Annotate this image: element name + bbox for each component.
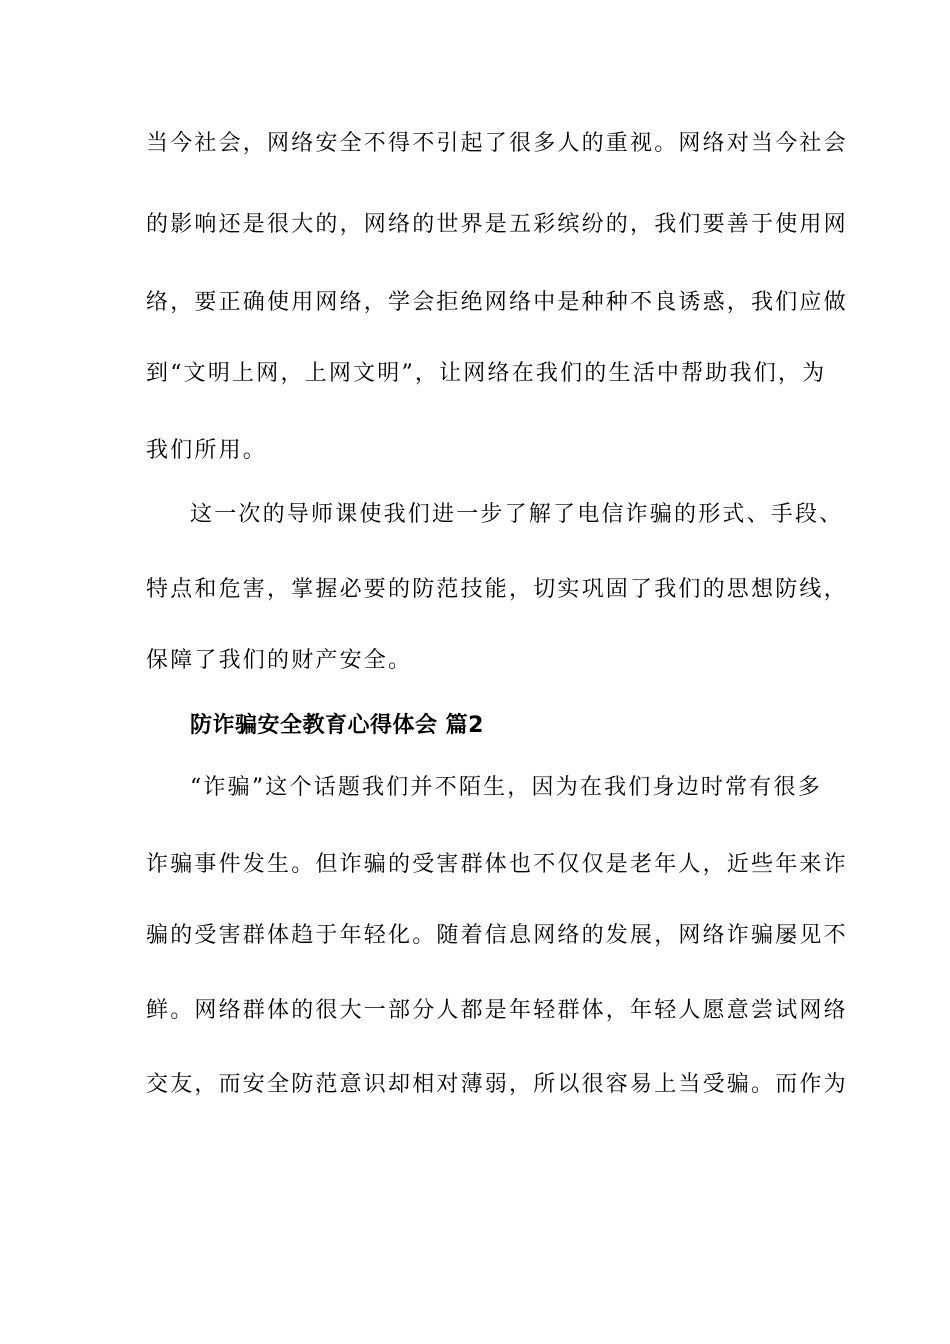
paragraph-line: 特点和危害，掌握必要的防范技能，切实巩固了我们的思想防线， bbox=[146, 577, 848, 602]
paragraph-line: 的影响还是很大的，网络的世界是五彩缤纷的，我们要善于使用网 bbox=[146, 212, 848, 237]
paragraph-line: 鲜。网络群体的很大一部分人都是年轻群体，年轻人愿意尝试网络 bbox=[146, 998, 848, 1023]
paragraph-line: 我们所用。 bbox=[146, 438, 268, 463]
paragraph-line: 这一次的导师课使我们进一步了解了电信诈骗的形式、手段、 bbox=[190, 502, 844, 527]
section-heading: 防诈骗安全教育心得体会 篇2 bbox=[190, 713, 484, 738]
paragraph-line: 交友，而安全防范意识却相对薄弱，所以很容易上当受骗。而作为 bbox=[146, 1072, 848, 1097]
paragraph-line: 骗的受害群体趋于年轻化。随着信息网络的发展，网络诈骗屡见不 bbox=[146, 923, 848, 948]
paragraph-line: 保障了我们的财产安全。 bbox=[146, 648, 413, 673]
paragraph-line: “诈骗”这个话题我们并不陌生，因为在我们身边时常有很多 bbox=[190, 775, 822, 800]
paragraph-line: 诈骗事件发生。但诈骗的受害群体也不仅仅是老年人，近些年来诈 bbox=[146, 852, 848, 877]
paragraph-line: 络，要正确使用网络，学会拒绝网络中是种种不良诱惑，我们应做 bbox=[146, 290, 848, 315]
paragraph-line: 当今社会，网络安全不得不引起了很多人的重视。网络对当今社会 bbox=[146, 131, 848, 156]
paragraph-line: 到“文明上网，上网文明”，让网络在我们的生活中帮助我们，为 bbox=[146, 361, 827, 386]
